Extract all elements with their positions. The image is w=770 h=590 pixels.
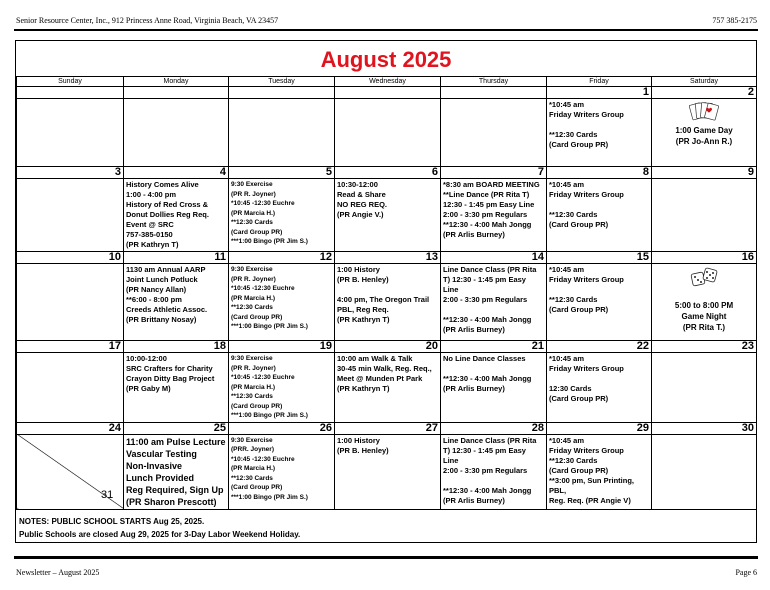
day-cell bbox=[229, 353, 335, 423]
day-cell bbox=[229, 264, 335, 341]
event-line: 9:30 Exercise bbox=[231, 181, 273, 188]
event-line: **12:30 Cards bbox=[231, 393, 273, 400]
event-line bbox=[337, 285, 438, 295]
event-line: Non-Invasive bbox=[126, 460, 183, 471]
date-number: 6 bbox=[335, 167, 441, 179]
day-cell bbox=[17, 264, 124, 341]
day-cell bbox=[441, 264, 547, 341]
day-cell bbox=[547, 264, 652, 341]
event-line: (PR Arlis Burney) bbox=[443, 325, 505, 334]
event-line: *10:45 am bbox=[549, 435, 585, 445]
date-number: 13 bbox=[335, 252, 441, 264]
day-cell bbox=[124, 434, 229, 509]
day-cell bbox=[441, 353, 547, 423]
header-rule bbox=[14, 29, 758, 31]
event-line: Crayon Ditty Bag Project bbox=[126, 374, 215, 383]
event-line: 9:30 Exercise bbox=[231, 355, 273, 362]
event-line: *10:45 am bbox=[549, 265, 585, 274]
day-cell bbox=[124, 264, 229, 341]
date-number: 14 bbox=[441, 252, 547, 264]
date-number: 27 bbox=[335, 422, 441, 434]
event-line: (PR Marcia H.) bbox=[231, 465, 276, 472]
event-line bbox=[549, 120, 649, 130]
event-line: 12:30 Cards bbox=[549, 384, 592, 393]
event-line: Meet @ Munden Pt Park bbox=[337, 374, 423, 383]
event-line: (PR Brittany Nosay) bbox=[126, 315, 197, 324]
day-cell bbox=[335, 353, 441, 423]
event-line: (PR R. Joyner) bbox=[231, 190, 276, 198]
day-cell bbox=[441, 434, 547, 509]
event-line: (PR Kathryn T) bbox=[337, 315, 390, 324]
event-line: (PR R. Joyner) bbox=[231, 275, 276, 283]
date-number: 30 bbox=[652, 422, 757, 434]
date-number: 12 bbox=[229, 252, 335, 264]
event-line: No Line Dance Classes bbox=[443, 354, 526, 363]
day-cell bbox=[652, 434, 757, 509]
day-cell bbox=[547, 99, 652, 167]
event-line: ***1:00 Bingo (PR Jim S.) bbox=[231, 412, 308, 419]
event-line: (PR B. Henley) bbox=[337, 275, 389, 284]
event-line: *10:45 am bbox=[549, 354, 585, 363]
date-number: 18 bbox=[124, 341, 229, 353]
event-line: (PR Marcia H.) bbox=[231, 294, 276, 302]
event-line: Donut Dollies Reg Req. bbox=[126, 210, 209, 219]
event-line bbox=[549, 374, 649, 384]
event-line: **12:30 Cards bbox=[549, 130, 598, 139]
event-line: **12:30 - 4:00 Mah Jongg bbox=[443, 315, 532, 324]
day-cell bbox=[124, 179, 229, 252]
day-header-sunday: Sunday bbox=[17, 77, 124, 87]
event-line: 1130 am Annual AARP bbox=[126, 265, 206, 274]
date-number bbox=[124, 87, 229, 99]
event-line: (PR Marcia H.) bbox=[231, 209, 276, 217]
calendar-frame bbox=[15, 40, 757, 543]
event-line: (PR B. Henley) bbox=[337, 445, 389, 455]
event-line: (PR Jo-Ann R.) bbox=[675, 137, 733, 146]
date-number: 17 bbox=[17, 341, 124, 353]
date-number bbox=[441, 87, 547, 99]
event-line: ***1:00 Bingo (PR Jim S.) bbox=[231, 323, 308, 330]
event-line bbox=[549, 200, 649, 210]
event-line: 12:30 - 1:45 pm Easy Line bbox=[443, 200, 535, 209]
date-row bbox=[17, 252, 757, 264]
date-number: 22 bbox=[547, 341, 652, 353]
event-line: *10:45 -12:30 Euchre bbox=[231, 374, 295, 381]
event-line: (Card Group PR) bbox=[549, 220, 609, 229]
event-line: Friday Writers Group bbox=[549, 190, 624, 199]
notes bbox=[19, 515, 300, 541]
event-line: Line Dance Class (PR Rita bbox=[443, 435, 537, 445]
event-line: (PR Angie V.) bbox=[337, 210, 384, 219]
day-cell bbox=[652, 179, 757, 252]
event-line: Event @ SRC bbox=[126, 220, 174, 229]
dice-icon bbox=[654, 267, 754, 290]
event-line: *10:45 -12:30 Euchre bbox=[231, 285, 295, 292]
event-line: (Card Group PR) bbox=[549, 140, 609, 149]
day-cell bbox=[229, 434, 335, 509]
date-row bbox=[17, 167, 757, 179]
event-line: (PRR. Joyner) bbox=[231, 446, 274, 453]
event-line bbox=[443, 364, 544, 374]
event-line: Creeds Athletic Assoc. bbox=[126, 305, 208, 314]
event-line: ***1:00 Bingo (PR Jim S.) bbox=[231, 238, 308, 245]
event-line: 1:00 History bbox=[337, 435, 380, 445]
date-row bbox=[17, 87, 757, 99]
date-row bbox=[17, 341, 757, 353]
event-line: **12:30 Cards bbox=[231, 474, 273, 482]
event-line: 9:30 Exercise bbox=[231, 266, 273, 273]
event-line: 2:00 - 3:30 pm Regulars bbox=[443, 210, 528, 219]
event-line: 5:00 to 8:00 PM bbox=[674, 301, 734, 310]
date-number: 3 bbox=[17, 167, 124, 179]
day-header-saturday: Saturday bbox=[652, 77, 757, 87]
event-line: Line bbox=[443, 455, 459, 465]
date-number: 20 bbox=[335, 341, 441, 353]
event-line: *10:45 am bbox=[549, 180, 585, 189]
date-number: 1 bbox=[547, 87, 652, 99]
event-line: History of Red Cross & bbox=[126, 200, 209, 209]
event-line: Line bbox=[443, 285, 459, 294]
day-cell bbox=[335, 99, 441, 167]
header-address: Senior Resource Center, Inc., 912 Princess Anne Road, Virginia Beach, VA 23457 bbox=[16, 16, 279, 25]
date-number: 11 bbox=[124, 252, 229, 264]
event-line: **12:30 - 4:00 Mah Jongg bbox=[443, 485, 532, 495]
day-cell bbox=[17, 353, 124, 423]
day-cell bbox=[547, 179, 652, 252]
day-cell bbox=[441, 99, 547, 167]
event-line: (PR Arlis Burney) bbox=[443, 384, 505, 393]
day-cell bbox=[335, 179, 441, 252]
date-number: 7 bbox=[441, 167, 547, 179]
date-number: 19 bbox=[229, 341, 335, 353]
event-line: 10:30-12:00 bbox=[337, 180, 378, 189]
event-line: 4:00 pm, The Oregon Trail bbox=[337, 295, 430, 304]
event-line: 1:00 Game Day bbox=[675, 126, 733, 135]
date-number: 4 bbox=[124, 167, 229, 179]
day-cell bbox=[547, 353, 652, 423]
day-header-friday: Friday bbox=[547, 77, 652, 87]
date-number: 29 bbox=[547, 422, 652, 434]
event-line: (PR Kathryn T) bbox=[126, 240, 179, 249]
event-line: **Line Dance (PR Rita T) bbox=[443, 190, 530, 199]
event-line: 11:00 am Pulse Lecture bbox=[126, 436, 226, 447]
footer-newsletter: Newsletter – August 2025 bbox=[16, 568, 100, 577]
event-line: *10:45 -12:30 Euchre bbox=[231, 200, 295, 207]
event-line: Reg. Req. (PR Angie V) bbox=[549, 495, 631, 505]
event-line: 1:00 - 4:00 pm bbox=[126, 190, 177, 199]
day-header-wednesday: Wednesday bbox=[335, 77, 441, 87]
event-line: PBL, bbox=[549, 485, 567, 495]
day-cell bbox=[652, 264, 757, 341]
date-number: 15 bbox=[547, 252, 652, 264]
date-number: 8 bbox=[547, 167, 652, 179]
event-line: 30-45 min Walk, Reg. Req., bbox=[337, 364, 432, 373]
header-phone: 757 385-2175 bbox=[712, 16, 757, 25]
event-line: *10:45 am bbox=[549, 100, 585, 109]
event-line: (PR Nancy Allan) bbox=[126, 285, 187, 294]
date-number: 10 bbox=[17, 252, 124, 264]
event-line: **12:30 Cards bbox=[549, 295, 598, 304]
day-cell bbox=[229, 179, 335, 252]
event-line bbox=[443, 476, 544, 486]
event-line: Line Dance Class (PR Rita bbox=[443, 265, 537, 274]
event-line: (PR Sharon Prescott) bbox=[126, 496, 217, 507]
event-line: **12:30 Cards bbox=[549, 455, 598, 465]
events-row bbox=[17, 179, 757, 252]
event-line: **12:30 Cards bbox=[231, 304, 273, 311]
event-line: *8:30 am BOARD MEETING bbox=[443, 180, 540, 189]
event-line: **12:30 Cards bbox=[231, 219, 273, 226]
event-line: **12:30 - 4:00 Mah Jongg bbox=[443, 374, 532, 383]
event-line: 1:00 History bbox=[337, 265, 380, 274]
date-number: 28 bbox=[441, 422, 547, 434]
event-line: (Card Group PR) bbox=[231, 484, 283, 491]
event-line: (PR R. Joyner) bbox=[231, 364, 276, 372]
event-line: Vascular Testing bbox=[126, 448, 197, 459]
note-line: Public Schools are closed Aug 29, 2025 for 3-Day Labor Weekend Holiday. bbox=[19, 530, 301, 539]
event-line: 757-385-0150 bbox=[126, 230, 173, 239]
date-number bbox=[335, 87, 441, 99]
day-cell bbox=[335, 264, 441, 341]
calendar-title: August 2025 bbox=[320, 47, 452, 72]
date-number: 9 bbox=[652, 167, 757, 179]
date-number: 21 bbox=[441, 341, 547, 353]
date-number: 25 bbox=[124, 422, 229, 434]
date-number bbox=[229, 87, 335, 99]
event-line: Friday Writers Group bbox=[549, 445, 624, 455]
event-line: Lunch Provided bbox=[126, 472, 195, 483]
event-line: (Card Group PR) bbox=[549, 305, 609, 314]
event-line: **6:00 - 8:00 pm bbox=[126, 295, 182, 304]
event-line bbox=[443, 305, 544, 315]
day-cell bbox=[652, 353, 757, 423]
event-line: 9:30 Exercise bbox=[231, 436, 273, 444]
event-line: **12:30 - 4:00 Mah Jongg bbox=[443, 220, 532, 229]
event-line: **12:30 Cards bbox=[549, 210, 598, 219]
event-line: Friday Writers Group bbox=[549, 275, 624, 284]
footer-rule bbox=[14, 556, 758, 559]
event-line: (PR Gaby M) bbox=[126, 384, 171, 393]
event-line: (PR Rita T.) bbox=[682, 323, 726, 332]
date-number: 23 bbox=[652, 341, 757, 353]
event-line: 2:00 - 3:30 pm Regulars bbox=[443, 295, 528, 304]
event-line: (Card Group PR) bbox=[549, 394, 609, 403]
date-number-31: 31 bbox=[101, 488, 114, 501]
event-line: (PR Arlis Burney) bbox=[443, 495, 505, 505]
date-row bbox=[17, 422, 757, 434]
calendar-grid bbox=[16, 76, 757, 510]
day-cell bbox=[547, 434, 652, 509]
event-line: 10:00-12:00 bbox=[126, 354, 167, 363]
day-cell bbox=[124, 99, 229, 167]
footer-page-number: Page 6 bbox=[735, 568, 757, 577]
day-cell bbox=[17, 99, 124, 167]
date-number: 5 bbox=[229, 167, 335, 179]
event-line: (Card Group PR) bbox=[231, 402, 283, 410]
day-cell bbox=[229, 99, 335, 167]
event-line: *10:45 -12:30 Euchre bbox=[231, 455, 295, 463]
event-line: Friday Writers Group bbox=[549, 364, 624, 373]
events-row bbox=[17, 264, 757, 341]
event-line: **3:00 pm, Sun Printing, bbox=[549, 475, 635, 485]
event-line: 2:00 - 3:30 pm Regulars bbox=[443, 465, 528, 475]
event-line: Joint Lunch Potluck bbox=[126, 275, 198, 284]
day-cell bbox=[124, 353, 229, 423]
event-line: PBL, Reg Req. bbox=[337, 305, 389, 314]
day-cell bbox=[652, 99, 757, 167]
events-row bbox=[17, 434, 757, 509]
event-line: Friday Writers Group bbox=[549, 110, 624, 119]
day-header-thursday: Thursday bbox=[441, 77, 547, 87]
event-line: ***1:00 Bingo (PR Jim S.) bbox=[231, 493, 308, 501]
note-line: NOTES: PUBLIC SCHOOL STARTS Aug 25, 2025. bbox=[19, 517, 205, 526]
events-row bbox=[17, 99, 757, 167]
day-header-monday: Monday bbox=[124, 77, 229, 87]
event-line: Reg Required, Sign Up bbox=[126, 484, 224, 495]
day-cell bbox=[335, 434, 441, 509]
day-header-tuesday: Tuesday bbox=[229, 77, 335, 87]
event-line: (Card Group PR) bbox=[231, 228, 283, 236]
events-row bbox=[17, 353, 757, 423]
event-line: T) 12:30 - 1:45 pm Easy bbox=[443, 275, 526, 284]
date-number bbox=[17, 87, 124, 99]
event-line: Game Night bbox=[681, 312, 727, 321]
date-number: 16 bbox=[652, 252, 757, 264]
day-cell bbox=[441, 179, 547, 252]
date-number: 26 bbox=[229, 422, 335, 434]
playing-cards-icon bbox=[654, 102, 754, 125]
event-line: (PR Arlis Burney) bbox=[443, 230, 505, 239]
event-line: 10:00 am Walk & Talk bbox=[337, 354, 413, 363]
day-cell bbox=[17, 434, 124, 509]
date-number: 2 bbox=[652, 87, 757, 99]
event-line: (PR Marcia H.) bbox=[231, 383, 276, 391]
event-line: NO REG REQ. bbox=[337, 200, 388, 209]
event-line: T) 12:30 - 1:45 pm Easy bbox=[443, 445, 526, 455]
event-line: (Card Group PR) bbox=[231, 313, 283, 321]
day-cell bbox=[17, 179, 124, 252]
day-header-row bbox=[17, 77, 757, 87]
event-line: (PR Kathryn T) bbox=[337, 384, 390, 393]
date-number: 24 bbox=[17, 422, 124, 434]
event-line: (Card Group PR) bbox=[549, 465, 609, 475]
event-line: History Comes Alive bbox=[126, 180, 199, 189]
event-line: SRC Crafters for Charity bbox=[126, 364, 213, 373]
event-line: Read & Share bbox=[337, 190, 386, 199]
event-line bbox=[549, 285, 649, 295]
